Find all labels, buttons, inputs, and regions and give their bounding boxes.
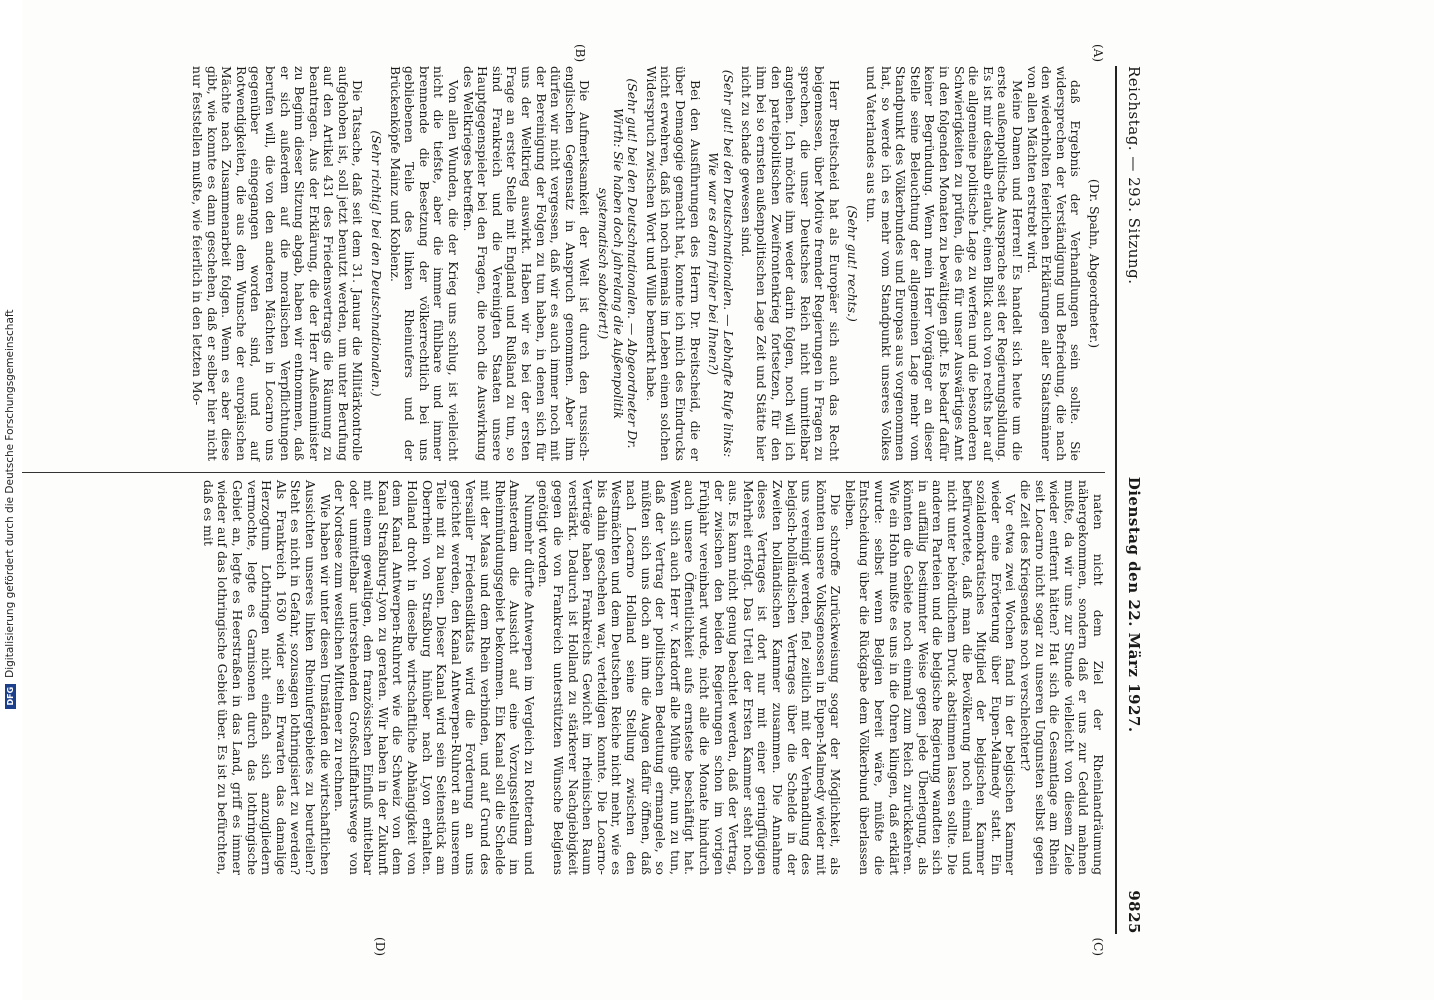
paragraph: Die Tatsache, daß seit dem 31. Januar die Militärkontrolle aufgehoben ist, soll jetzt benutzt werden, um unter Berufung auf den Artikel 431 des Friedensvertrags die Räumung zu beantragen. Aus der Erklärung, die der Herr Außenminister zu Beginn dieser Sitzung abgab, haben wir entnommen, daß er sich außerdem auf die moralischen Verpflichtungen berufen will, die von den anderen Mächten in Locarno uns gegenüber eingegangen worden sind, und auf Rotwendigkeiten, die aus dem Wunsche der europäischen Mächte nach Zusammenarbeit folgen. Wenn es aber diese gibt, wie konnte es dann geschehen, daß er selber hier nicht nur feststellen mußte, wie feierlich in den letzten Mo- [189, 66, 366, 461]
interjection: (Sehr gut! bei den Deutschnationalen. — Abgeordneter Dr. Wirth: Sie haben doch jahrelang die Außenpolitik systematisch sabotiert!) [596, 78, 641, 449]
paragraph: Wie haben wir unter diesen Umständen die wirtschaftlichen Aussichten unseres linken Rheinufergebietes zu beurteilen? Steht es nicht in Gefahr, sozusagen lothringisiert zu werden? Als Frankreich 1630 wider sein Erwarten das damalige Herzogtum Lothringen nicht einfach sich anzugliedern vermochte, legte es Garnisonen durch das lothringische Gebiet an, legte es Heerstraßen in das Land, griff es immer wieder auf das lothringische Gebiet über. Es ist zu befürchten, daß es mit [200, 480, 333, 875]
paragraph: Die schroffe Zurückweisung sogar der Möglichkeit, als könnten unsere Volksgenossen in Eupen-Malmedy wieder mit uns vereinigt werden, fiel zeitlich mit der Verhandlung des belgisch-holländischen Vertrages über die Schelde in der Zweiten holländischen Kammer zusammen. Die Annahme dieses Vertrages ist dort nur mit einer geringfügigen Mehrheit erfolgt. Das Urteil der Ersten Kammer steht noch aus. Es kann nicht genug beachtet werden, daß der Vertrag, der zwischen den beiden Regierungen schon im vorigen Frühjahr vereinbart wurde, nicht alle die Monate hindurch auch unsere Öffentlichkeit aufs ernsteste beschäftigt hat. Wenn sich auch Herr v. Kardorff alle Mühe gibt, nun zu tun, daß der Vertrag der politischen Bedeutung ermangele, so müßten sich uns doch an ihm die Augen dafür öffnen, daß nach Locarno Holland seine Stellung zwischen den Westmächten und dem Deutschen Reiche nicht mehr, wie es bis dahin geschehen war, verteidigen konnte. Die Locarno-Verträge haben Frankreichs Gewicht im rheinischen Raum verstärkt. Dadurch ist Holland zu stärkerer Nachgiebigkeit gegen die von Frankreich unterstützten Wünsche Belgiens genötigt worden. [536, 480, 844, 875]
paragraph: Meine Damen und Herren! Es handelt sich heute um die erste außenpolitische Aussprache seit der Regierungsbildung. Es ist mir deshalb erlaubt, einen Blick auch von rechts her auf die allgemeine politische Lage zu werfen und die besonderen Schwierigkeiten zu prüfen, die es für unser Auswärtiges Amt in den folgenden Monaten zu bewältigen gibt. Es bedarf dafür keiner Begründung. Wenn mein Herr Vorgänger an dieser Stelle seine Beleuchtung der allgemeinen Lage mehr vom Standpunkt des Völkerbundes und Europas aus vorgenommen hat, so werde ich es mehr vom Standpunkt unseres Volkes und Vaterlandes aus tun. [864, 66, 1026, 461]
header-rule [1115, 66, 1117, 934]
margin-marker-b: (B) [573, 44, 587, 63]
margin-marker-c: (C) [1091, 937, 1105, 956]
interjection: (Sehr gut! rechts.) [845, 205, 861, 322]
paragraph: Nunmehr dürfte Antwerpen im Vergleich zu Rotterdam und Amsterdam die Aussicht auf eine Vorzugsstellung im Rheinmündungsgebiet bekommen. Ein Kanal soll die Schelde mit der Maas und dem Rhein verbinden, und auf Grund des Versailler Friedensdiktats wird die Forderung an uns gerichtet werden, den Kanal Antwerpen-Ruhrort an unserem Teile mit zu bauen. Dieser Kanal wird sein Seitenstück am Oberrhein von Straßburg hinüber nach Lyon erhalten. Holland droht in dieselbe wirtschaftliche Abhängigkeit von dem Kanal Antwerpen-Ruhrort wie die Schweiz von dem Kanal Straßburg-Lyon zu geraten. Wir haben in der Zukunft mit einem gewaltigen, dem französischen Einfluß mittelbar oder unmittelbar unterstehenden Großschiffahrtswege von der Nordsee zum westlichen Mittelmeer zu rechnen. [332, 480, 537, 875]
paragraph: Die Aufmerksamkeit der Welt ist durch den russisch-englischen Gegensatz in Anspruch genommen. Aber ihm dürfen wir nicht vergessen, daß wir es auch immer noch mit der Bereinigung der Folgen zu tun haben, in denen sich für uns der Weltkrieg auswirkt. Haben wir es bei der ersten Frage an erster Stelle mit England und Rußland zu tun, so sind Frankreich und die Vereinigten Staaten unsere Hauptgegenspieler bei den Fragen, die noch die Auswirkung des Weltkrieges betreffen. [460, 66, 593, 461]
footnote-strip [0, 0, 22, 1000]
paragraph: Bei den Ausführungen des Herrn Dr. Breitscheid, die er über Demagogie gemacht hat, konnte ich mich des Eindrucks nicht erwehren, daß ich noch niemals im Leben einen solchen Widerspruch zwischen Wort und Wille bemerkt habe. [643, 66, 703, 461]
paragraph: daß Ergebnis der Verhandlungen sein sollte. Sie widersprechen der Verständigung und Befriedung, die nach den wiederholten feierlichen Erklärungen aller Staatsmänner von allen Mächten erstrebt wird. [1024, 66, 1084, 461]
paragraph: Vor etwa zwei Wochen fand in der belgischen Kammer wieder eine Erörterung über Eupen-Malmedy statt. Ein sozialdemokratisches Mitglied der belgischen Kammer befürwortete, daß man die Bevölkerung noch einmal und nicht unter behördlichem Druck abstimmen lassen sollte. Die anderen Parteien und die belgische Regierung wandten sich in auffällig bestimmter Weise gegen jede Überlegung, als könnten die Gebiete noch einmal zum Reich zurückkehren. Wie ein Hohn mußte es uns in die Ohren klingen, daß erklärt wurde: selbst wenn Belgien bereit wäre, müßte die Entscheidung über die Rückgabe dem Völkerbund überlassen bleiben. [842, 480, 1019, 875]
margin-marker-a: (A) [1091, 44, 1105, 63]
right-column [200, 480, 1105, 875]
header-center: Dienstag den 22. März 1927. [1125, 476, 1143, 733]
interjection: (Sehr richtig! bei den Deutschnationalen.) [369, 130, 385, 397]
margin-marker-d: (D) [373, 937, 387, 956]
page-header [1123, 66, 1145, 934]
header-left: Reichstag. — 293. Sitzung. [1125, 66, 1143, 285]
paragraph: Von allen Wunden, die der Krieg uns schlug, ist vielleicht nicht die tiefste, aber die immer fühlbare und immer brennende die Besetzung der völkerrechtlich bei uns gebliebenen Teile des linken Rheinufers und der Brückenköpfe Mainz und Koblenz. [387, 66, 462, 461]
footnote [1, 19, 19, 999]
speaker-label: (Dr. Spahn, Abgeordneter.) [1087, 178, 1102, 349]
column-divider [0, 472, 1105, 473]
rotated-page [0, 40, 1197, 960]
paragraph: Herr Breitscheid hat als Europäer sich auch das Recht beigemessen, über Motive fremder Regierungen in Fragen zu sprechen, die unser Deutsches Reich nicht unmittelbar angehen. Ich möchte ihm weder darin folgen, noch will ich den parteipolitischen Zweifrontenkrieg fortsetzen, für den ihm bei so ernsten außenpolitischen Lage Zeit und Stätte hier nicht zu schade gewesen sind. [739, 66, 842, 461]
page-number: 9825 [1125, 890, 1143, 934]
paragraph: naten nicht dem Ziel der Rheinlandräumung nähergekommen, sondern daß er uns zur Geduld mahnen mußte, da wir uns zur Stunde vielleicht von diesem Ziele wieder entfernt hätten? Hat sich die Gesamtlage am Rhein seit Locarno nicht sogar zu unseren Ungunsten selbst gegen die Zeit des Kriegsendes noch verschlechtert? [1018, 480, 1106, 875]
footnote-text: Digitalisierung gefördert durch die Deutsche Forschungsgemeinschaft [4, 309, 16, 678]
left-column [189, 66, 1105, 461]
dfg-logo: DFG [5, 684, 16, 709]
interjection: (Sehr gut! bei den Deutschnationalen. — Lebhafte Rufe links: Wie war es denn früher bei Ihnen?) [706, 69, 736, 458]
